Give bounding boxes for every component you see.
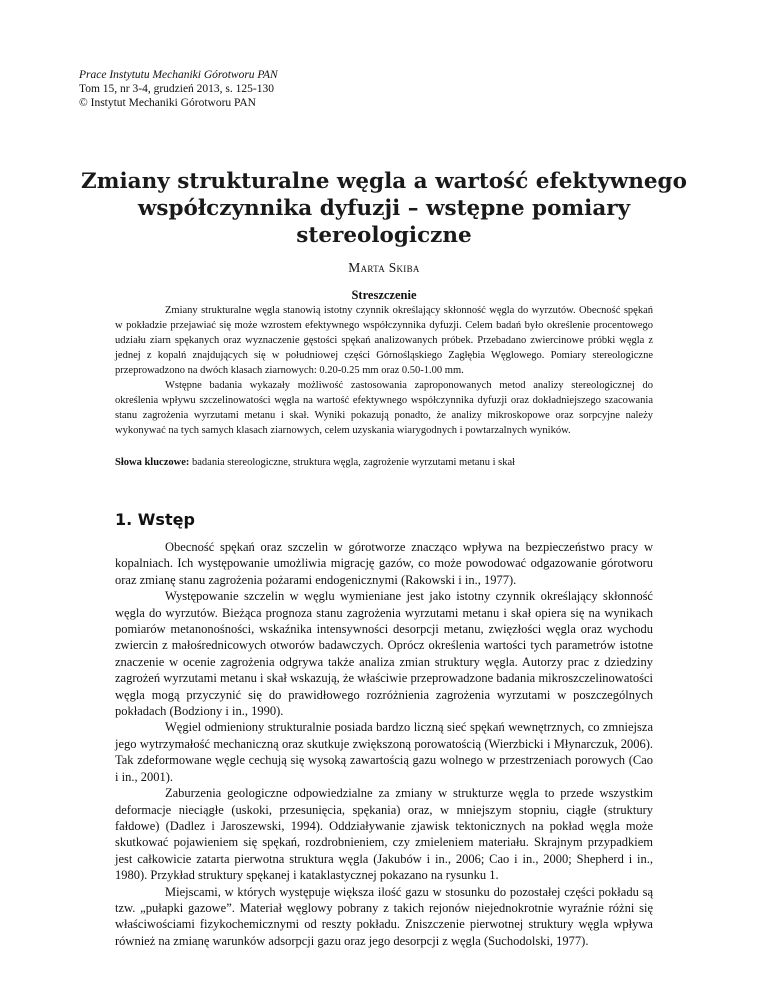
issue-info: Tom 15, nr 3-4, grudzień 2013, s. 125-130 — [79, 83, 274, 95]
journal-name: Prace Instytutu Mechaniki Górotworu PAN — [79, 69, 278, 81]
body-paragraph-5: Miejscami, w których występuje większa ilość gazu w stosunku do pozostałej części pokładu są tzw. „pułapki gazowe”. Materiał węglowy pobrany z takich rejonów niejednokrotnie wyraźnie różni się właściwościami fizykochemicznymi od reszty pokładu. Zniszczenie pierwotnej struktury węgla wpływa również na zmianę warunków adsorpcji gazu oraz jego desorpcji z węgla (Suchodolski, 1977). — [115, 884, 653, 948]
body-text — [115, 539, 653, 949]
keywords — [115, 456, 675, 470]
abstract-paragraph-1: Zmiany strukturalne węgla stanowią istotny czynnik określający skłonność węgla do wyrzutów. Obecność spękań w pokładzie przejawiać się może wzrostem efektywnego współczynnika dyfuzji. Celem badań było określenie procentowego udziału ziarn spękanych oraz wyznaczenie gęstości spękań analizowanych próbek. Przebadano zwiercinowe próbki węgla z jednej z kopalń znajdujących się w południowej części Górnośląskiego Zagłębia Węglowego. Pomiary stereologiczne przeprowadzono na dwóch klasach ziarnowych: 0.20-0.25 mm oraz 0.50-1.00 mm. — [115, 305, 653, 376]
copyright-line: © Instytut Mechaniki Górotworu PAN — [79, 97, 256, 109]
keywords-label: Słowa kluczowe: — [115, 457, 190, 468]
body-paragraph-1: Obecność spękań oraz szczelin w górotworze znacząco wpływa na bezpieczeństwo pracy w kopalniach. Ich występowanie umożliwia migrację gazów, co może powodować odgazowanie górotworu oraz zmianę stanu zagrożenia pożarami endogenicznymi (Rakowski i in., 1977). — [115, 540, 653, 587]
title-line-2: współczynnika dyfuzji – wstępne pomiary stereologiczne — [137, 196, 631, 248]
body-paragraph-4: Zaburzenia geologiczne odpowiedzialne za zmiany w strukturze węgla to przede wszystkim deformacje nieciągłe (uskoki, przesunięcia, spękania) oraz, w mniejszym stopniu, ciągłe (struktury fałdowe) (Dadlez i Jaroszewski, 1994). Oddziaływanie zjawisk tektonicznych na pokład węgla może skutkować pojawieniem się spękań, rozdrobnieniem, czy zmieleniem materiału. Skrajnym przypadkiem jest całkowicie zatarta pierwotna struktura węgla (Jakubów i in., 2006; Cao i in., 2000; Shepherd i in., 1980). Przykład struktury spękanej i kataklastycznej pokazano na rysunku 1. — [115, 786, 653, 883]
abstract — [115, 303, 653, 438]
author-text: Marta Skiba — [348, 260, 420, 275]
body-paragraph-2: Występowanie szczelin w węglu wymieniane jest jako istotny czynnik określający skłonność węgla do wyrzutów. Bieżąca prognoza stanu zagrożenia wyrzutami metanu i skał opiera się na wynikach pomiarów metanonośności, wskaźnika intensywności desorpcji metanu, zwięzłości węgla oraz wychodu zwiercin z małośrednicowych otworów badawczych. Oprócz określenia wartości tych parametrów istotne znaczenie w ocenie zagrożenia odgrywa także analiza zmian struktury węgla. Autorzy prac z dziedziny zagrożeń wyrzutami metanu i skał wskazują, że właściwie przeprowadzone badania mikroszczelinowatości węgla mogą przyczynić się do prawidłowego rozróżnienia zagrożenia wyrzutami w poszczególnych pokładach (Bodziony i in., 1990). — [115, 589, 653, 719]
keywords-text: badania stereologiczne, struktura węgla, zagrożenie wyrzutami metanu i skał — [189, 457, 516, 468]
title-line-1: Zmiany strukturalne węgla a wartość efektywnego — [81, 169, 687, 194]
body-paragraph-3: Węgiel odmieniony strukturalnie posiada bardzo liczną sieć spękań wewnętrznych, co zmniejsza jego wytrzymałość mechaniczną oraz skutkuje zwiększoną porowatością (Wierzbicki i Młynarczuk, 2006). Tak zdeformowane węgle cechują się wysoką zawartością gazu wolnego w przestrzeniach porowych (Cao i in., 2001). — [115, 720, 653, 784]
abstract-heading: Streszczenie — [351, 288, 417, 302]
running-header — [79, 68, 278, 110]
abstract-paragraph-2: Wstępne badania wykazały możliwość zastosowania zaproponowanych metod analizy stereologicznej do określenia wpływu szczelinowatości węgla na wartość efektywnego współczynnika dyfuzji oraz dokładniejszego szacowania stanu zagrożenia wyrzutami metanu i skał. Wyniki pokazują ponadto, że analizy mikroskopowe oraz sorpcyjne należy wykonywać na tych samych klasach ziarnowych, celem uzyskania wiarygodnych i powtarzalnych wyników. — [115, 380, 653, 436]
paper-title — [60, 168, 708, 249]
section-heading: 1. Wstęp — [115, 510, 195, 529]
author-name — [0, 260, 768, 276]
